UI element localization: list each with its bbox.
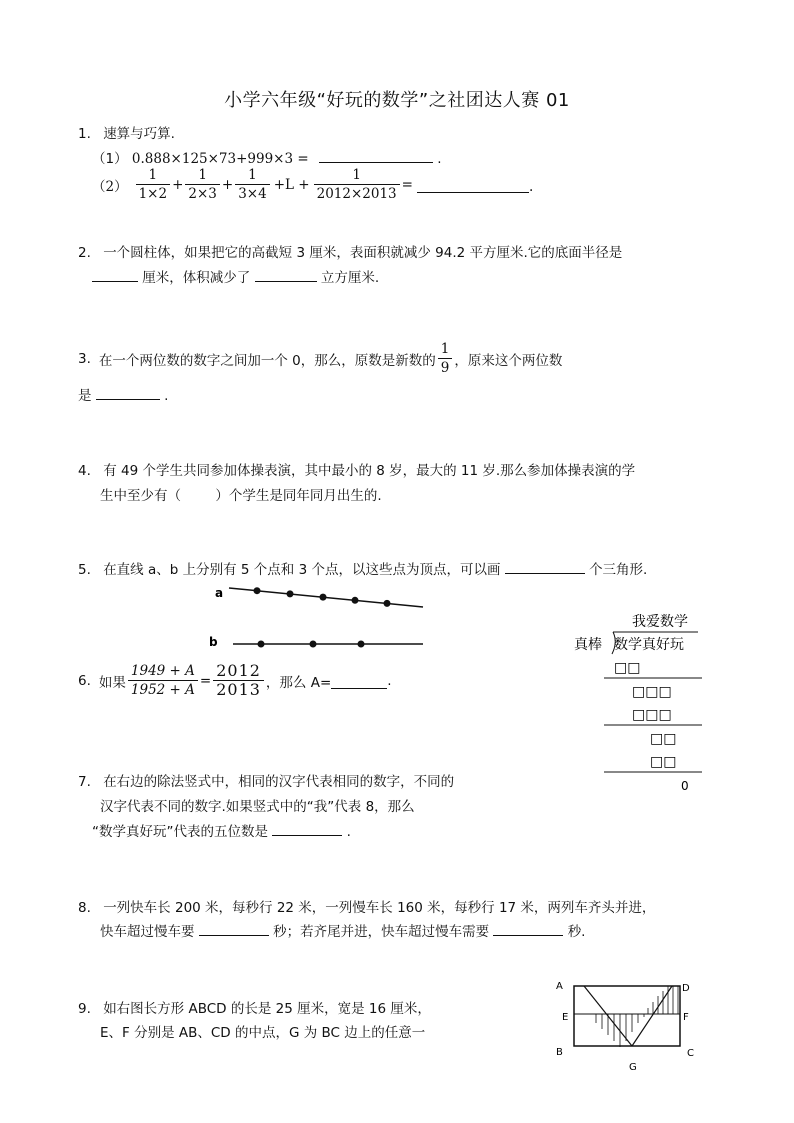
q3-text-line2b: . (164, 388, 169, 404)
q5-lines-figure (205, 582, 435, 652)
fraction-numerator: 1949 + A (130, 663, 195, 679)
fraction-numerator: 2012 (216, 661, 261, 680)
q7-text-line1: 在右边的除法竖式中，相同的汉字代表相同的数字，不同的 (103, 774, 455, 790)
fraction-denominator: 1×2 (136, 184, 171, 203)
q3-fraction (438, 340, 453, 377)
fraction-denominator: 2×3 (185, 184, 220, 203)
division-remainder: 0 (681, 779, 689, 793)
q1-part1-end: . (437, 151, 442, 167)
division-step-3: □□□ (632, 707, 672, 723)
label-e: E (562, 1012, 569, 1023)
fraction-denominator: 2012×2013 (314, 184, 400, 203)
point-on-a (254, 587, 261, 594)
q5-number: 5. (78, 562, 91, 578)
q8-text-line1: 一列快车长 200 米，每秒行 22 米，一列慢车长 160 米，每秒行 17 米，两列车齐头并进， (103, 900, 656, 916)
q2-line2 (92, 266, 379, 286)
q7-text-line2: 汉字代表不同的数字.如果竖式中的“我”代表 8，那么 (100, 799, 415, 815)
point-on-b (358, 641, 365, 648)
q1-heading (78, 122, 175, 142)
point-on-b (258, 641, 265, 648)
q3-text-line2a: 是 (78, 388, 92, 404)
equals-sign: = (401, 176, 413, 193)
q1-text: 速算与巧算. (103, 126, 175, 142)
q3-text-line1a: 在一个两位数的数字之间加一个 0，那么，原数是新数的 (98, 352, 436, 369)
q2-text-line1: 一个圆柱体，如果把它的高截短 3 厘米，表面积就减少 94.2 平方厘米.它的底面半径是 (103, 245, 623, 261)
q1-part2-end: . (528, 179, 534, 195)
q4-text-line1: 有 49 个学生共同参加体操表演，其中最小的 8 岁，最大的 11 岁.那么参加体操表演的学 (103, 463, 636, 479)
ellipsis-plus: +L + (273, 176, 310, 193)
q6-lhs-fraction (128, 662, 198, 699)
q8-number: 8. (78, 900, 91, 916)
q8-head-blank[interactable] (199, 921, 269, 936)
division-quotient: 我爱数学 (632, 614, 688, 630)
q1-part1-label: （1） (92, 151, 128, 167)
division-divisor: 真棒 (574, 637, 602, 653)
q6-text-a: 如果 (98, 674, 126, 691)
fraction-numerator: 1 (198, 167, 207, 183)
label-f: F (683, 1012, 689, 1023)
q4-line1 (78, 459, 635, 479)
fraction-numerator: 1 (148, 167, 158, 183)
label-d: D (682, 983, 690, 994)
q7-text-line3a: “数学真好玩”代表的五位数是 (92, 824, 268, 840)
q8-text-line2b: 秒；若齐尾并进，快车超过慢车需要 (273, 924, 490, 940)
q1-part1-answer-blank[interactable] (319, 148, 433, 163)
q8-line1 (78, 896, 655, 916)
q2-text-line2a: 厘米，体积减少了 (142, 270, 251, 286)
q2-radius-blank[interactable] (92, 267, 138, 282)
plus-sign: + (221, 176, 234, 193)
q8-text-line2c: 秒. (567, 924, 586, 940)
q1-part2-fraction-3 (235, 166, 270, 203)
fraction-numerator: 1 (352, 167, 361, 183)
page-title: 小学六年级“好玩的数学”之社团达人赛 01 (224, 90, 570, 111)
label-c: C (687, 1048, 694, 1059)
q5-line (78, 558, 647, 578)
q6-rhs-fraction (213, 662, 264, 699)
equals-sign: = (199, 672, 212, 689)
line-b-label: b (209, 635, 218, 649)
q5-text-a: 在直线 a、b 上分别有 5 个点和 3 个点，以这些点为顶点，可以画 (103, 562, 501, 578)
q6-text-c: . (387, 672, 392, 689)
point-on-a (320, 594, 327, 601)
division-figure (568, 608, 708, 798)
q7-line3 (92, 820, 351, 840)
q1-part1 (92, 147, 442, 167)
q7-text-line3b: . (346, 824, 351, 840)
q5-text-b: 个三角形. (589, 562, 648, 578)
q1-part1-expression: 0.888×125×73+999×3 = (131, 151, 309, 167)
q1-part2-fraction-2 (185, 166, 220, 203)
fraction-denominator: 3×4 (235, 184, 270, 203)
q3-text-line1b: ，原来这个两位数 (454, 352, 563, 369)
q9-text-line2: E、F 分别是 AB、CD 的中点，G 为 BC 边上的任意一 (100, 1025, 426, 1041)
q4-number: 4. (78, 463, 91, 479)
q6-text-b: ，那么 A= (265, 674, 332, 691)
q1-part2-fraction-last (314, 166, 400, 203)
label-g: G (629, 1062, 637, 1073)
q3-line2 (78, 384, 168, 404)
q8-text-line2a: 快车超过慢车要 (100, 924, 195, 940)
q8-tail-blank[interactable] (493, 921, 563, 936)
q3-line1 (78, 340, 562, 377)
q6-number: 6. (78, 672, 91, 689)
segment-to-g-left (584, 986, 632, 1046)
point-on-a (352, 597, 359, 604)
division-step-5: □□ (650, 754, 677, 770)
point-on-a (384, 600, 391, 607)
line-a-label: a (215, 586, 224, 600)
rectangle-figure (552, 978, 702, 1078)
q4-line2: 生中至少有（ ）个学生是同年同月出生的. (100, 488, 382, 504)
label-b: B (556, 1047, 563, 1058)
q8-line2 (100, 920, 585, 940)
q2-text-line2b: 立方厘米. (320, 270, 380, 286)
q7-number: 7. (78, 774, 91, 790)
q1-part2-fraction-1 (136, 166, 171, 203)
q6-line (78, 662, 392, 699)
division-step-4: □□ (650, 731, 677, 747)
q7-line1 (78, 770, 454, 790)
point-on-b (310, 641, 317, 648)
division-dividend: 数学真好玩 (614, 637, 684, 653)
q2-line1 (78, 241, 622, 261)
q9-line1 (78, 997, 431, 1017)
rectangle-abcd (574, 986, 680, 1046)
q2-number: 2. (78, 245, 91, 261)
q5-answer-blank[interactable] (505, 559, 585, 574)
plus-sign: + (172, 176, 184, 193)
q6-answer-blank[interactable] (331, 674, 387, 689)
point-on-a (287, 590, 294, 597)
q9-text-line1: 如右图长方形 ABCD 的长是 25 厘米，宽是 16 厘米， (103, 1001, 431, 1017)
fraction-denominator: 2013 (213, 680, 264, 699)
q3-number: 3. (78, 350, 91, 367)
fraction-numerator: 1 (440, 341, 450, 357)
fraction-denominator: 1952 + A (128, 680, 198, 699)
q1-part2-answer-blank[interactable] (417, 178, 529, 193)
division-step-1: □□ (614, 660, 641, 676)
label-a: A (556, 981, 563, 992)
q7-answer-blank[interactable] (272, 821, 342, 836)
q3-answer-blank[interactable] (96, 385, 160, 400)
q1-part2-label: （2） (92, 178, 128, 195)
q9-number: 9. (78, 1001, 91, 1017)
q2-volume-blank[interactable] (255, 267, 317, 282)
fraction-denominator: 9 (438, 358, 453, 377)
division-step-2: □□□ (632, 684, 672, 700)
q1-part2 (92, 166, 533, 203)
fraction-numerator: 1 (248, 167, 257, 183)
q1-number: 1. (78, 126, 91, 142)
